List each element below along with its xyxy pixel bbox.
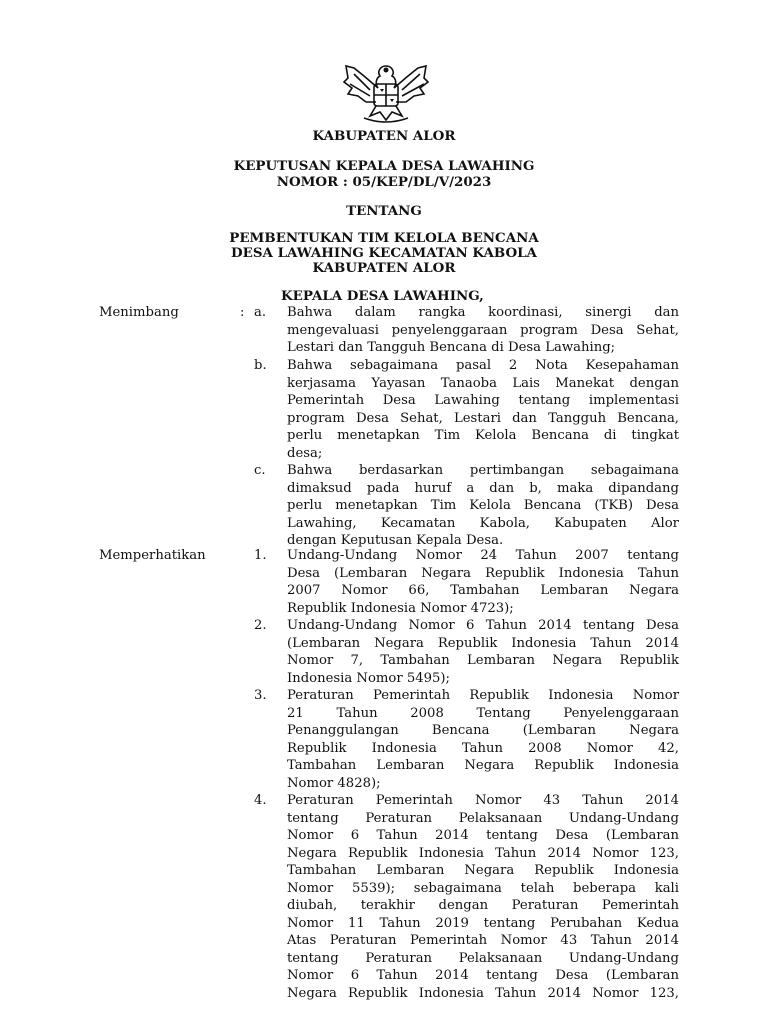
text-line: dengan Keputusan Kepala Desa. [287,533,504,548]
menimbang-item-c [287,462,679,550]
text-line: 21 Tahun 2008 Tentang Penyelenggaraan [287,705,679,721]
text-line: Negara Republik Indonesia Tahun 2014 Nomor 123, [287,845,679,861]
text-line: Bahwa dalam rangka koordinasi, sinergi dan [287,305,679,320]
text-line: Nomor 7, Tambahan Lembaran Negara Republik [287,653,679,668]
text-line: Negara Republik Indonesia Tahun 2014 Nomor 123, [287,985,679,1001]
memperhatikan-item-3 [287,687,679,792]
text-line: perlu menetapkan Tim Kelola Bencana (TKB) Desa [287,498,679,513]
memperhatikan-item-2 [287,617,679,687]
item-marker: b. [254,358,267,373]
item-marker: 3. [254,688,267,703]
about-heading: TENTANG [346,203,422,219]
text-line: Peraturan Pemerintah Republik Indonesia Nomor [287,688,679,703]
memperhatikan-label: Memperhatikan [99,548,206,563]
issuer-heading: KEPALA DESA LAWAHING, [281,288,484,304]
menimbang-colon: : [240,305,245,320]
text-line: Republik Indonesia Tahun 2008 Nomor 42, [287,740,679,756]
menimbang-label: Menimbang [99,305,179,320]
text-line: Republik Indonesia Nomor 4723); [287,600,514,616]
text-line: Pemerintah Desa Lawahing tentang implementasi [287,393,679,408]
text-line: Tambahan Lembaran Negara Republik Indonesia [287,758,679,773]
text-line: dimaksud pada huruf a dan b, maka dipandang [287,480,679,496]
item-marker: 2. [254,618,267,633]
text-line: Nomor 6 Tahun 2014 tentang Desa (Lembaran [287,828,679,843]
text-line: 2007 Nomor 66, Tambahan Lembaran Negara [287,583,679,598]
text-line: program Desa Sehat, Lestari dan Tangguh Bencana, [287,410,679,426]
text-line: Penanggulangan Bencana (Lembaran Negara [287,723,679,738]
item-marker: a. [254,305,267,320]
text-line: Indonesia Nomor 5495); [287,670,450,686]
item-marker: 1. [254,548,267,563]
text-line: Nomor 11 Tahun 2019 tentang Perubahan Kedua [287,915,679,931]
text-line: kerjasama Yayasan Tanaoba Lais Manekat dengan [287,375,679,391]
text-line: diubah, terakhir dengan Peraturan Pemerintah [287,898,679,913]
text-line: Tambahan Lembaran Negara Republik Indonesia [287,863,679,878]
regency-title: KABUPATEN ALOR [312,128,456,144]
text-line: Nomor 6 Tahun 2014 tentang Desa (Lembaran [287,968,679,983]
item-marker: 4. [254,793,267,808]
text-line: mengevaluasi penyelenggaraan program Desa Sehat, [287,322,679,338]
item-marker: c. [254,463,266,478]
text-line: tentang Peraturan Pelaksanaan Undang-Undang [287,950,679,966]
text-line: Bahwa berdasarkan pertimbangan sebagaimana [287,463,679,478]
text-line: Bahwa sebagaimana pasal 2 Nota Kesepahaman [287,358,679,373]
text-line: Lestari dan Tangguh Bencana di Desa Lawahing; [287,340,616,355]
text-line: tentang Peraturan Pelaksanaan Undang-Undang [287,810,679,826]
text-line: Nomor 4828); [287,775,381,791]
subject-line-2: DESA LAWAHING KECAMATAN KABOLA [231,245,537,261]
memperhatikan-item-4 [287,792,679,1002]
text-line: Atas Peraturan Pemerintah Nomor 43 Tahun 2014 [287,933,679,948]
text-line: Desa (Lembaran Negara Republik Indonesia Tahun [287,565,679,581]
text-line: Undang-Undang Nomor 24 Tahun 2007 tentang [287,548,679,563]
text-line: perlu menetapkan Tim Kelola Bencana di tingkat [287,428,679,443]
subject-line-1: PEMBENTUKAN TIM KELOLA BENCANA [229,230,539,246]
menimbang-item-b [287,357,679,462]
memperhatikan-item-1 [287,547,679,617]
decree-number: NOMOR : 05/KEP/DL/V/2023 [276,174,492,190]
text-line: Lawahing, Kecamatan Kabola, Kabupaten Alor [287,515,679,531]
text-line: Undang-Undang Nomor 6 Tahun 2014 tentang Desa [287,618,679,633]
decree-title: KEPUTUSAN KEPALA DESA LAWAHING [233,158,535,174]
text-line: Nomor 5539); sebagaimana telah beberapa kali [287,880,679,896]
text-line: (Lembaran Negara Republik Indonesia Tahun 2014 [287,635,679,651]
text-line: Peraturan Pemerintah Nomor 43 Tahun 2014 [287,793,679,808]
menimbang-item-a [287,304,679,357]
text-line: desa; [287,445,323,461]
garuda-emblem [340,58,432,126]
subject-line-3: KABUPATEN ALOR [312,260,456,276]
